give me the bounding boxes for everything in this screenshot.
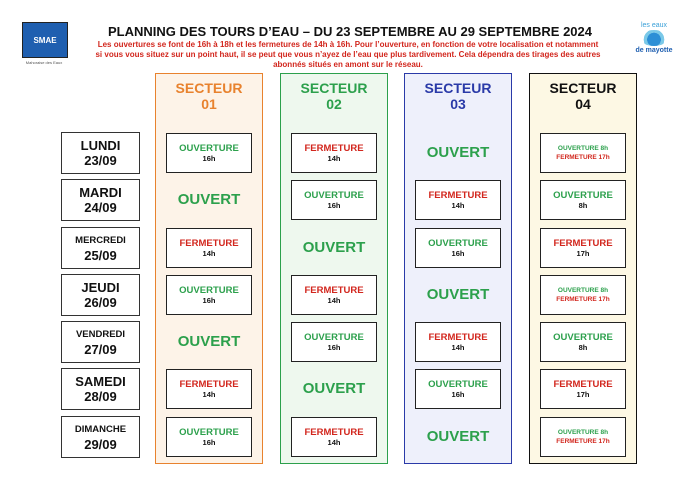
open-status: OUVERT — [426, 143, 490, 161]
schedule-cell — [166, 228, 252, 268]
schedule-box — [540, 133, 626, 173]
schedule-cell — [159, 180, 259, 218]
schedule-cell — [540, 322, 626, 362]
day-monday — [61, 132, 140, 174]
day-name: VENDREDI — [75, 329, 126, 340]
day-sunday — [61, 416, 140, 458]
schedule-close-line: FERMETURE 17h — [556, 438, 610, 445]
schedule-hour: 8h — [578, 342, 588, 352]
open-status: OUVERT — [177, 332, 241, 350]
schedule-hour: 17h — [576, 248, 590, 258]
schedule-cell — [415, 322, 501, 362]
schedule-hour: 16h — [202, 153, 216, 163]
schedule-action: FERMETURE — [553, 378, 613, 390]
schedule-box — [291, 417, 377, 457]
schedule-hour: 14h — [202, 248, 216, 258]
sector-number: 03 — [450, 96, 466, 112]
sector-label: SECTEUR — [424, 80, 492, 96]
schedule-cell — [166, 417, 252, 457]
schedule-box — [291, 133, 377, 173]
schedule-box — [166, 228, 252, 268]
day-date: 26/09 — [84, 295, 117, 310]
schedule-close-line: FERMETURE 17h — [556, 296, 610, 303]
schedule-hour: 14h — [327, 295, 341, 305]
schedule-cell — [415, 369, 501, 409]
schedule-hour: 14h — [327, 153, 341, 163]
schedule-close-line: FERMETURE 17h — [556, 154, 610, 161]
schedule-box — [415, 322, 501, 362]
schedule-box — [291, 180, 377, 220]
schedule-cell — [408, 417, 508, 455]
schedule-cell — [284, 228, 384, 266]
logo-line2: de mayotte — [635, 47, 673, 54]
schedule-box — [166, 275, 252, 315]
schedule-cell — [540, 228, 626, 268]
schedule-action: FERMETURE — [179, 237, 239, 249]
schedule-cell — [291, 133, 377, 173]
page-title: PLANNING DES TOURS D’EAU – DU 23 SEPTEMBRE AU 29 SEPTEMBRE 2024 — [107, 24, 592, 39]
sector-number: 04 — [575, 96, 591, 112]
schedule-box — [415, 180, 501, 220]
day-name: MARDI — [79, 185, 122, 200]
schedule-cell — [291, 322, 377, 362]
schedule-open-line: OUVERTURE 8h — [557, 287, 609, 294]
day-date: 27/09 — [84, 342, 117, 357]
schedule-action: FERMETURE — [553, 237, 613, 249]
schedule-box — [166, 369, 252, 409]
day-name: SAMEDI — [75, 374, 126, 389]
schedule-cell — [408, 133, 508, 171]
schedule-cell — [540, 417, 626, 457]
schedule-cell — [284, 369, 384, 407]
smae-logo-subtitle: Mahoraise des Eaux — [25, 60, 63, 65]
schedule-box — [291, 275, 377, 315]
day-date: 24/09 — [84, 200, 117, 215]
schedule-hour: 14h — [451, 200, 465, 210]
schedule-note: Les ouvertures se font de 16h à 18h et les fermetures de 14h à 16h. Pour l’ouverture, en fonction de votre localisation et notamment si vous vous situez sur un point haut, il se peut que vous n’ayez de l’eau que plus tardivement. Cela dépendra des tirages des autres abonnés situés en amont sur le réseau. — [95, 40, 601, 69]
eaux-de-mayotte-logo — [628, 22, 680, 66]
day-tuesday — [61, 179, 140, 221]
day-saturday — [61, 368, 140, 410]
schedule-hour: 14h — [451, 342, 465, 352]
schedule-hour: 16h — [202, 295, 216, 305]
logo-line1: les eaux — [640, 22, 668, 29]
schedule-hour: 8h — [578, 200, 588, 210]
schedule-cell — [540, 133, 626, 173]
sector-label: SECTEUR — [300, 80, 368, 96]
schedule-cell — [291, 417, 377, 457]
schedule-hour: 16h — [327, 342, 341, 352]
schedule-hour: 16h — [202, 437, 216, 447]
sector-number: 01 — [201, 96, 217, 112]
day-name: JEUDI — [81, 280, 120, 295]
schedule-box — [540, 180, 626, 220]
schedule-cell — [291, 275, 377, 315]
schedule-cell — [159, 322, 259, 360]
schedule-action: FERMETURE — [179, 378, 239, 390]
open-status: OUVERT — [426, 285, 490, 303]
schedule-action: OUVERTURE — [304, 189, 364, 201]
schedule-box — [415, 369, 501, 409]
schedule-cell — [408, 275, 508, 313]
schedule-box — [540, 417, 626, 457]
schedule-action: FERMETURE — [304, 142, 364, 154]
schedule-cell — [415, 180, 501, 220]
schedule-action: OUVERTURE — [179, 426, 239, 438]
day-date: 23/09 — [84, 153, 117, 168]
day-date: 28/09 — [84, 389, 117, 404]
schedule-box — [540, 228, 626, 268]
day-wednesday — [61, 227, 140, 269]
schedule-hour: 16h — [451, 248, 465, 258]
day-name: DIMANCHE — [74, 424, 127, 435]
sector-01-column — [155, 73, 263, 464]
day-date: 29/09 — [84, 437, 117, 452]
schedule-box — [540, 369, 626, 409]
schedule-hour: 17h — [576, 389, 590, 399]
schedule-action: FERMETURE — [304, 426, 364, 438]
schedule-cell — [166, 275, 252, 315]
schedule-action: OUVERTURE — [179, 284, 239, 296]
schedule-action: OUVERTURE — [553, 189, 613, 201]
schedule-cell — [540, 275, 626, 315]
schedule-hour: 16h — [451, 389, 465, 399]
schedule-open-line: OUVERTURE 8h — [557, 429, 609, 436]
schedule-action: FERMETURE — [428, 331, 488, 343]
schedule-action: FERMETURE — [428, 189, 488, 201]
schedule-open-line: OUVERTURE 8h — [557, 145, 609, 152]
schedule-box — [540, 275, 626, 315]
schedule-cell — [166, 369, 252, 409]
day-date: 25/09 — [84, 248, 117, 263]
day-friday — [61, 321, 140, 363]
open-status: OUVERT — [302, 238, 366, 256]
schedule-cell — [540, 369, 626, 409]
day-name: MERCREDI — [75, 235, 126, 246]
schedule-cell — [291, 180, 377, 220]
schedule-box — [291, 322, 377, 362]
schedule-action: OUVERTURE — [304, 331, 364, 343]
sector-label: SECTEUR — [175, 80, 243, 96]
schedule-box — [415, 228, 501, 268]
schedule-action: OUVERTURE — [553, 331, 613, 343]
open-status: OUVERT — [177, 190, 241, 208]
sector-label: SECTEUR — [549, 80, 617, 96]
day-thursday — [61, 274, 140, 316]
smae-logo — [22, 22, 66, 66]
schedule-box — [166, 417, 252, 457]
smae-logo-text: SMAE — [22, 22, 68, 58]
schedule-action: OUVERTURE — [428, 237, 488, 249]
sector-03-column — [404, 73, 512, 464]
open-status: OUVERT — [426, 427, 490, 445]
schedule-box — [540, 322, 626, 362]
schedule-cell — [415, 228, 501, 268]
schedule-box — [166, 133, 252, 173]
schedule-hour: 16h — [327, 200, 341, 210]
schedule-action: OUVERTURE — [428, 378, 488, 390]
schedule-hour: 14h — [202, 389, 216, 399]
schedule-hour: 14h — [327, 437, 341, 447]
sector-04-column — [529, 73, 637, 464]
schedule-cell — [540, 180, 626, 220]
day-name: LUNDI — [80, 138, 121, 153]
sector-02-column — [280, 73, 388, 464]
schedule-action: FERMETURE — [304, 284, 364, 296]
sector-number: 02 — [326, 96, 342, 112]
water-drop-icon — [640, 30, 668, 46]
schedule-cell — [166, 133, 252, 173]
open-status: OUVERT — [302, 379, 366, 397]
schedule-action: OUVERTURE — [179, 142, 239, 154]
